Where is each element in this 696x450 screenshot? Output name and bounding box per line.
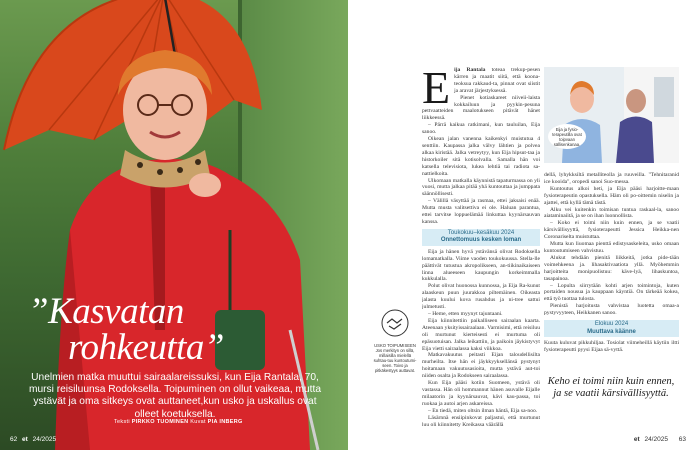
body-paragraph: Läsärnnä ensiipinkovat paljastui, että murtunut luu oli kiinnitetty Kreikassa väärällä xyxy=(422,414,540,428)
credit-photo-label: Kuvat xyxy=(190,419,206,425)
page-number-left xyxy=(10,436,56,443)
headline-line-1: ”Kasvatan xyxy=(28,291,184,332)
body-paragraph: – Koko ei toimi niin kuin ennen, ja se vaatii kärsivällisyyttä, fysioterapeutti Jessica Heikka-nen Coronariselta muistuttaa. xyxy=(544,220,679,241)
body-paragraph: Kuuta kuluvat pikkuhiljaa. Tosiolat viimeheillä käytiin iltti fysioterapeutti pyysi Eijaa sä-vyttä. xyxy=(544,340,679,353)
body-paragraph: Matkavakuutus peitasti Eijan taloudellisilta murheilta. Itse hän ei jäykkyyksellänsä pystynyt hoitamaan vakuutusasioita, mutta ystävä aut-toi niiden osalta ja Rodokseen sairaalassa. xyxy=(422,352,540,380)
credit-text-label: Teksti xyxy=(114,419,130,425)
credit-text-name: PIRKKO TUOMINEN xyxy=(131,419,189,425)
body-paragraph: Kun Eija pääsi kotiin Suomeen, ystävä oli vastassa. Hän oli hommannut hänen asuvalle Eijalle milaatorin ja kyynärsauvat, kävi kau-passa, toi ruokaa ja autoi arjen askareissa. xyxy=(422,380,540,407)
article-column-1 xyxy=(422,67,540,437)
handshake-icon xyxy=(373,308,417,343)
body-paragraph: Eija ja hänen hyvä ystävänsä olivat Rodoksella lomamatkalla. Viime vaoden toukokuussa. Stella-lle päättivät tutustua akropolikseen, an-tiikinaikaiseen linna alueeseen kaupungin korkeimmalla kukkulalla. xyxy=(422,248,540,283)
sidebar-note xyxy=(373,308,417,373)
body-paragraph: – Lopulta siirrytään kohti arjen toimintoja, kuten portaiden nousua ja kauppaan käyntiä. On tärkeää kokea, että työ tuottaa tulosta. xyxy=(544,282,679,303)
body-paragraph: Kuntoutus alkoi heti, ja Eija pääsi harjoitte-maan fysioterapeutin opastuksella. Häm oli po-oittemin niselin ja ajattei, että kyllä tämä tästä. xyxy=(544,185,679,206)
article-page xyxy=(348,0,696,450)
issue-number: 24/2025 xyxy=(644,436,668,443)
section-subhead xyxy=(422,229,540,246)
body-paragraph: Eija kiinnitettiin paikalliseen sairaalan kaarta. Ateenaan yksityissairaalaan. Varmisimi, että reisiluu oli murtunut kierteisesti ei murtuma oli epäsuotuisan. Jalka leikattiin, ja paikoin jäykistyvyt Eija vietti sairaalassa kaksi viikkoa. xyxy=(422,317,540,352)
lede-paragraph: Unelmien matka muuttui sairaalareissuksi, kun Eija Rantala, 70, mursi reisiluunsa Rodoksella. Toipuminen on ollut vaikeaa, mutta ystävät ja oma sitkeys ovat auttaneet,kun usko ja uskallus ovat olleet koetuksella. xyxy=(28,372,321,420)
body-paragraph: – Pärrä kaikua ratkimani, kun tauluilan, Eija sanoo. xyxy=(422,122,540,136)
page-number-right xyxy=(634,436,686,443)
body-paragraph: Oikean jalan vanenna kaikenkyi muistutua 4 senttiin. Kaupassa jalka välvy lähtien ja polvea alkaa kiristää. Jalka vetreytyy, kun Eija hipsut-taa ja historkoiler sitä kotisolvalla. Samalla hän voi katsella televisiota, lukea lehtiä tai radiota sa-nattielkoita. xyxy=(422,136,540,177)
magazine-name: et xyxy=(633,436,640,443)
body-paragraph: Polut olivat huonossa kunnossa, ja Eija Ra-kunut alaaskeun puun juurakkoa piltemäinen. Oikeasta jalasta kuului kova rusahdus ja ni-tree sattui julmetusti. xyxy=(422,283,540,311)
body-paragraph: Alku vei kuitenkin toimisan tuntua raskaal-la, sanoo aiataminaiitä, ja se on ihan luonnollista. xyxy=(544,206,679,220)
issue-number: 24/2025 xyxy=(32,436,57,443)
body-paragraph: Alukut tehdään pienitä liikkeitä, jotka pide-tään voimehkeena ja. lihasaktivaatiota yllä. Myöhemmin harjoitteita monipuolistuu: käve-lyä, lihaskuntoa, tasapainoa. xyxy=(544,254,679,282)
subhead-date: Toukokuu–kesäkuu 2024 xyxy=(447,229,515,236)
subhead-title: Muuttava käänne xyxy=(587,328,636,335)
body-paragraph: dellä, lyhykksiltä metalliteolla ja ruuveilla. "Tehnitaranid ice kooida", oropedi sanoi Suo-messa. xyxy=(544,172,679,185)
magazine-name: et xyxy=(22,436,28,443)
headline xyxy=(28,291,328,368)
body-paragraph: – En tiedä, miten oltsin ilman häntä, Eija sa-noo. xyxy=(428,407,538,414)
page-number: 62 xyxy=(10,436,18,443)
page-number: 63 xyxy=(678,436,686,443)
credit-photo-name: PIA INBERG xyxy=(207,419,243,425)
intro-bold: ija Rantala xyxy=(454,67,486,73)
body-paragraph: – Välillä väsyttää ja rasmaa, ettei jaksaisi enää. Mutta musta valitsettiva ei ole. Haluan parantua, ettei tarvitse loppuelämää linkuttaa kyynärsauvan kanssa. xyxy=(422,198,540,225)
section-subhead xyxy=(544,320,679,337)
credits xyxy=(114,419,243,425)
subhead-date: Elokuu 2024 xyxy=(594,321,629,328)
headline-line-2: rohkeutta” xyxy=(68,327,225,368)
article-column-2 xyxy=(544,172,679,372)
photo-caption: Eija ja fysio-terapeutilla ovat toipvaan sällisenkanaa. xyxy=(548,124,586,149)
pull-quote: Keho ei toimi niin kuin ennen, ja se vaatii kärsivällisyyttä. xyxy=(547,376,675,399)
body-paragraph: Pienet kotiaskareet niiveii-laista kokkailuun ja pyykin-pesuna pettvaatteiden maalotukseen pitävät hänet liikkeessä. xyxy=(422,94,540,122)
dropcap: E xyxy=(422,67,451,113)
subhead-title: Onnettomuus kesken loman xyxy=(440,237,522,244)
body-paragraph: Ulkomaan matkalla käynnistä tapaturmassa on yli vuosi, mutta jalkaa pitää yhä kuntouttaa ja jumppata säännöllisesti. xyxy=(422,177,540,198)
body-paragraph: Pienistä harjoitusta vahvistaa luotetta omaa-a pystyvyyteen, Heikkanen sanoo. xyxy=(544,303,679,317)
sidebar-note-text: USKO TOIPUMISEEN Jos merkityn on sillä, millaisilla mielellä suhtau-tuu kuntoutumi-seen. Toivo ja pitkäkestyys auttavat. xyxy=(373,343,417,373)
body-paragraph: – Heme, etten myynyt tajuntaani. xyxy=(428,311,503,317)
body-paragraph: toteaa trekup-pesen kärren ja maatit siitä, että koona-teoksua rakkaud-ta, pinnat ovat siistit ja aravat järjestyksessä. xyxy=(454,67,540,94)
body-paragraph: Mutta kun liuomaa pienttä edistysaskeleita, usko omaan kuntoutumiseen vahvistuu. xyxy=(544,241,679,254)
